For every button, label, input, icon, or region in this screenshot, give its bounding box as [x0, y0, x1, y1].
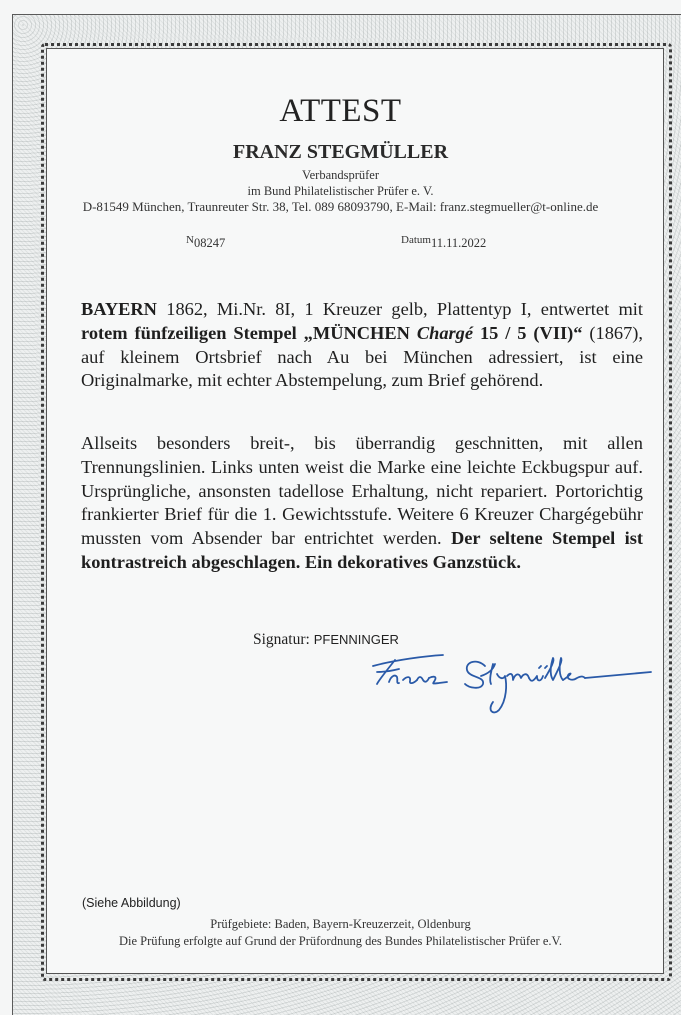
- certificate-date: [401, 234, 486, 251]
- date-label: Datum: [401, 234, 431, 246]
- association: im Bund Philatelistischer Prüfer e. V.: [247, 184, 434, 198]
- handwritten-signature: [365, 650, 655, 725]
- signature-label: Signatur:: [253, 631, 314, 648]
- description-paragraph: [81, 298, 643, 393]
- see-illustration-note: (Siehe Abbildung): [82, 896, 181, 910]
- country-heading: BAYERN: [81, 299, 157, 319]
- number-value: 08247: [193, 236, 226, 250]
- signature-value: PFENNINGER: [313, 632, 399, 647]
- document-title: ATTEST: [279, 93, 402, 129]
- examiner-name: FRANZ STEGMÜLLER: [232, 141, 449, 163]
- condition-paragraph: [81, 432, 643, 575]
- text: 1862, Mi.Nr. 8I, 1 Kreuzer gelb, Plattentyp I, entwertet mit: [156, 299, 643, 319]
- address-line: D-81549 München, Traunreuter Str. 38, Tel. 089 68093790, E-Mail: franz.stegmueller@t-online.de: [82, 199, 599, 214]
- summary-bold: Der seltene Stempel ist kontrastreich abgeschlagen. Ein dekoratives Ganzstück.: [81, 528, 643, 572]
- text: Allseits besonders breit-, bis überrandig geschnitten, mit allen Trennungslinien. Links unten weist die Marke eine leichte Eckbugspur auf. Ursprüngliche, ansonsten tadellose Erhaltung, nicht repariert. Portorichtig frankierter Brief für die 1. Gewichtsstufe. Weitere 6 Kreuzer Chargégebühr mussten vom Absender bar entrichtet werden.: [81, 433, 643, 549]
- signature-line: [253, 631, 399, 649]
- number-label: N: [186, 234, 194, 246]
- examiner-role: Verbandsprüfer: [301, 168, 380, 182]
- postmark-bold: rotem fünfzeiligen Stempel „MÜNCHEN: [81, 322, 410, 343]
- postmark-bold-2: 15 / 5 (VII)“: [473, 322, 583, 343]
- date-value: 11.11.2022: [430, 236, 487, 250]
- text: (1867), auf kleinem Ortsbrief nach Au bei München adressiert, ist eine Originalmarke, mit echter Abstempelung, zum Brief gehörend.: [81, 322, 643, 391]
- certificate-number: [186, 234, 225, 251]
- exam-areas: Prüfgebiete: Baden, Bayern-Kreuzerzeit, Oldenburg: [210, 917, 471, 931]
- exam-basis: Die Prüfung erfolgte auf Grund der Prüfordnung des Bundes Philatelistischer Prüfer e.V.: [118, 934, 563, 948]
- charge-italic: Chargé: [409, 322, 474, 343]
